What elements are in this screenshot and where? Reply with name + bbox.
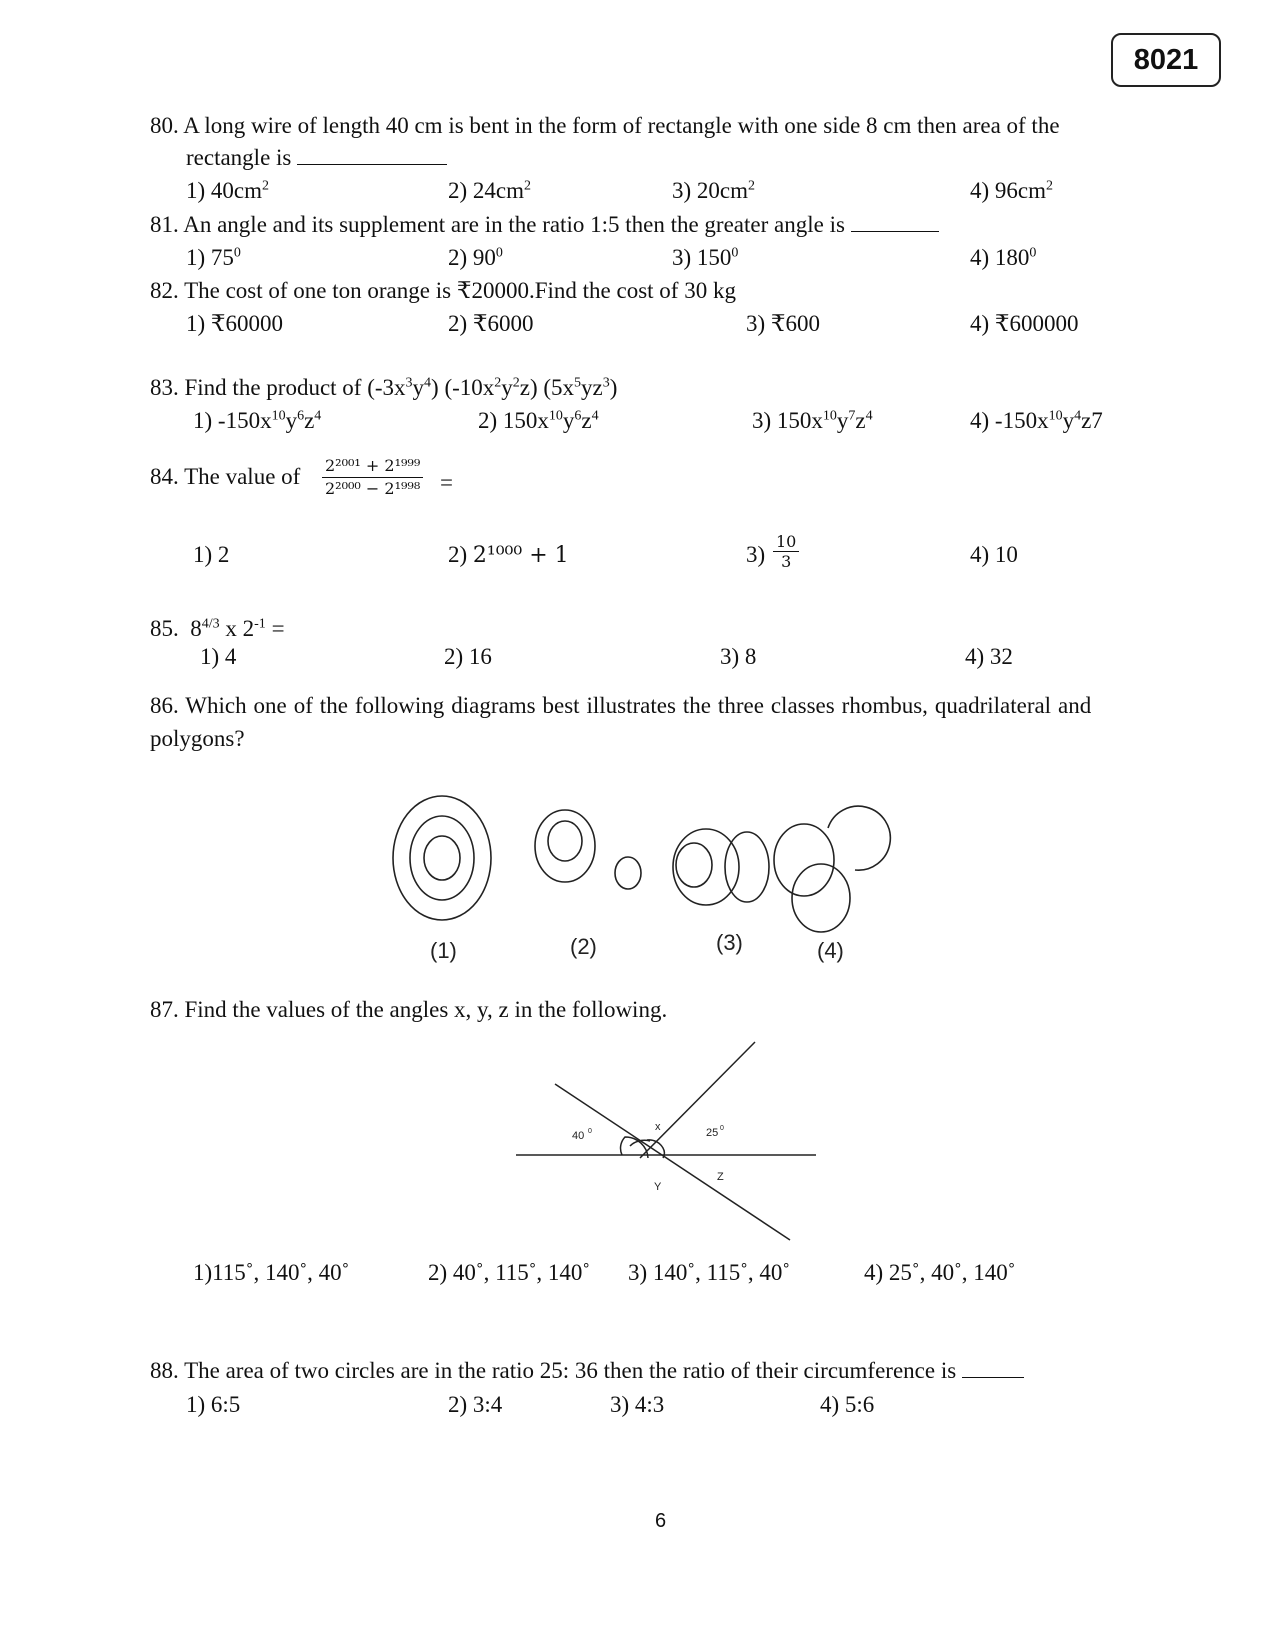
q87-option-2: 2) 40˚, 115˚, 140˚: [428, 1260, 591, 1285]
venn-label-1: (1): [430, 938, 457, 963]
q88-option-1: 1) 6:5: [186, 1392, 241, 1417]
venn-option-1: [393, 796, 491, 920]
venn-diagrams: [370, 790, 910, 980]
q85-question: 85. $8^{4/3}$ x $2^{-1}$ =: [150, 616, 285, 641]
svg-text:0: 0: [588, 1128, 592, 1135]
transversal-line-2: [640, 1042, 755, 1158]
q87-question: 87. Find the values of the angles x, y, z in the following.: [150, 997, 668, 1022]
venn-option-4: [774, 806, 890, 932]
q84-numerator: 2²⁰⁰¹ + 2¹⁹⁹⁹: [322, 455, 423, 478]
q80-option-4: 4) $96cm^2$: [970, 178, 1054, 203]
svg-text:0: 0: [720, 1125, 724, 1132]
q80-line2: rectangle is: [186, 143, 447, 173]
q81-option-3: 3) $150^0$: [672, 245, 739, 270]
q84-option-1: 1) 2: [193, 542, 230, 567]
q81-option-2: 2) $90^0$: [448, 245, 503, 270]
q86-line2: polygons?: [150, 726, 245, 751]
q88-option-3: 3) 4:3: [610, 1392, 665, 1417]
q86-line1: 86. Which one of the following diagrams best illustrates the three classes rhombus, quadrilateral and: [150, 693, 1092, 718]
q84-denominator: 2²⁰⁰⁰ − 2¹⁹⁹⁸: [325, 479, 421, 498]
angle-label-y: Y: [654, 1181, 662, 1193]
paper-code: 8021: [1133, 44, 1199, 76]
venn-label-3: (3): [716, 930, 743, 955]
q88-option-2: 2) 3:4: [448, 1392, 503, 1417]
q84-option-3-fraction: $\frac{10}{3}$: [773, 532, 799, 571]
q83-option-2: 2) $150x^{10}y^6z^4$: [478, 408, 599, 433]
q87-option-3: 3) 140˚, 115˚, 40˚: [628, 1260, 791, 1285]
q82-option-1: 1) ₹60000: [186, 311, 284, 336]
venn-label-2: (2): [570, 934, 597, 959]
q88-option-4: 4) 5:6: [820, 1392, 875, 1417]
q85-option-1: 1) 4: [200, 644, 237, 669]
q84-equals: =: [440, 470, 453, 495]
venn-label-4: (4): [817, 938, 844, 963]
paper-code-box: [1111, 33, 1221, 87]
q87-option-4: 4) 25˚, 40˚, 140˚: [864, 1260, 1016, 1285]
q81-option-1: 1) $75^0$: [186, 245, 241, 270]
q84-fraction: [322, 455, 423, 500]
angles-figure: [500, 1030, 820, 1245]
q84-option-4: 4) 10: [970, 542, 1018, 567]
page-number: 6: [655, 1510, 667, 1532]
q84-question: 84. The value of: [150, 464, 301, 489]
q84-option-2: 2) 2¹⁰⁰⁰ + 1: [448, 542, 569, 568]
q85-option-2: 2) 16: [444, 644, 492, 669]
venn-option-3: [673, 829, 769, 905]
q82-option-3: 3) ₹600: [746, 311, 821, 336]
q81-question: 81. An angle and its supplement are in the ratio 1:5 then the greater angle is: [150, 210, 939, 240]
q81-option-4: 4) $180^0$: [970, 245, 1037, 270]
q83-option-1: 1) $-150x^{10}y^6z^4$: [193, 408, 322, 433]
angle-label-40: 40: [572, 1130, 585, 1142]
angle-label-25: 25: [706, 1127, 719, 1139]
q82-question: 82. The cost of one ton orange is ₹20000.Find the cost of 30 kg: [150, 278, 736, 303]
q83-option-3: 3) $150x^{10}y^7z^4$: [752, 408, 873, 433]
q87-option-1: 1)115˚, 140˚, 40˚: [193, 1260, 350, 1285]
venn-option-2: [535, 810, 641, 889]
q80-option-3: 3) $20cm^2$: [672, 178, 756, 203]
answer-blank: [851, 213, 939, 232]
angle-label-z: Z: [717, 1171, 724, 1183]
q80-option-2: 2) $24cm^2$: [448, 178, 532, 203]
q85-option-4: 4) 32: [965, 644, 1013, 669]
q84-option-3-label: 3): [746, 542, 766, 567]
transversal-line-1: [555, 1084, 790, 1240]
q82-option-2: 2) ₹6000: [448, 311, 534, 336]
answer-blank: [962, 1359, 1024, 1378]
q83-question: 83. Find the product of $(-3x^3y^4)$ $(-10x^2y^2z)$ $(5x^5yz^3)$: [150, 375, 618, 400]
q83-option-4: 4) $-150x^{10}y^4z7$: [970, 408, 1103, 433]
answer-blank: [297, 146, 447, 165]
q88-question: 88. The area of two circles are in the ratio 25: 36 then the ratio of their circumference is: [150, 1356, 1024, 1386]
q82-option-4: 4) ₹600000: [970, 311, 1079, 336]
q80-line1: 80. A long wire of length 40 cm is bent in the form of rectangle with one side 8 cm then area of the: [150, 113, 1060, 138]
angle-label-x: x: [655, 1121, 661, 1133]
q80-option-1: 1) $40cm^2$: [186, 178, 270, 203]
q85-option-3: 3) 8: [720, 644, 757, 669]
